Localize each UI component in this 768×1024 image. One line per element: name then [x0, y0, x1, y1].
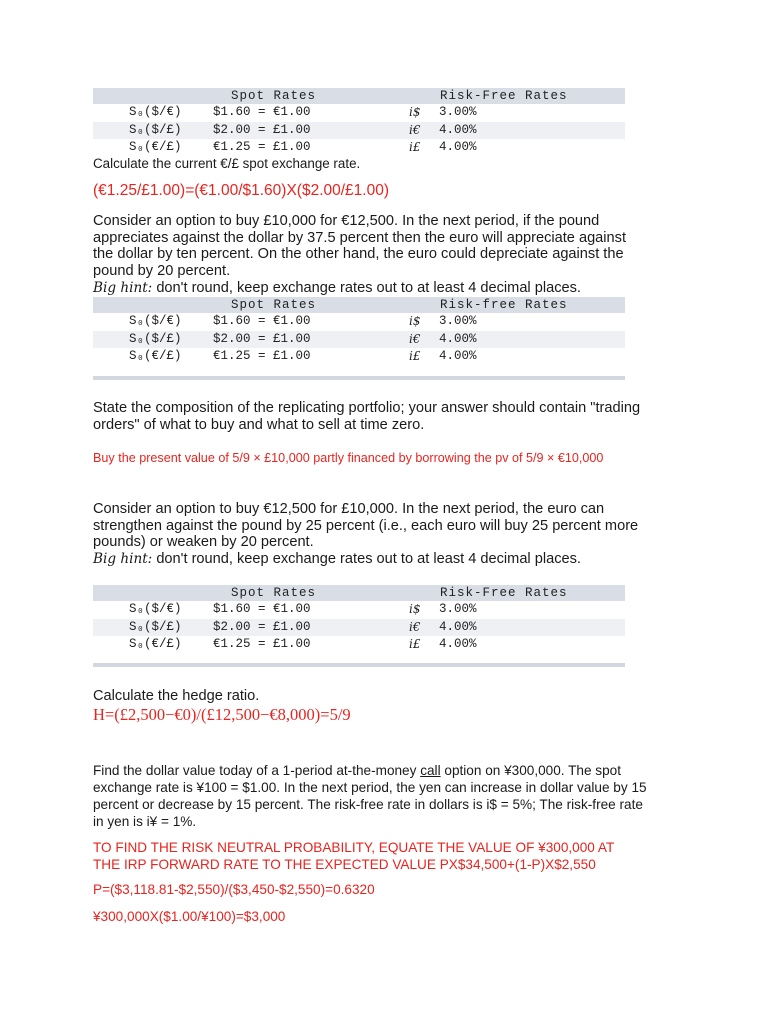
- header-spot-rates: Spot Rates: [231, 298, 317, 312]
- row-label: S₀(€/£): [129, 637, 182, 651]
- hint-label: Big hint:: [93, 279, 153, 296]
- rate-value: 4.00%: [439, 140, 477, 154]
- q4-line: pounds) or weaken by 20 percent.: [93, 534, 314, 551]
- rate-value: 3.00%: [439, 314, 477, 328]
- table-row: [93, 348, 625, 366]
- q1-question: Calculate the current €/£ spot exchange rate.: [93, 156, 361, 171]
- rate-symbol: i$: [409, 602, 421, 616]
- rates-table-2: [93, 297, 625, 366]
- q4-line: Consider an option to buy €12,500 for £10,000. In the next period, the euro can: [93, 501, 605, 517]
- q6-dollar-value: ¥300,000X($1.00/¥100)=$3,000: [93, 909, 286, 924]
- table-header: [93, 297, 625, 313]
- row-label: S₀($/£): [129, 619, 182, 634]
- q5-question: Calculate the hedge ratio.: [93, 688, 260, 704]
- row-label: S₀(€/£): [129, 140, 182, 154]
- header-spot-rates: Spot Rates: [231, 586, 317, 600]
- row-label: S₀($/£): [129, 122, 182, 137]
- q3-line: orders" of what to buy and what to sell at time zero.: [93, 416, 425, 433]
- q3-answer: Buy the present value of 5/9 × £10,000 partly financed by borrowing the pv of 5/9 × €10,000: [93, 451, 604, 465]
- rate-value: 4.00%: [439, 349, 477, 363]
- table-row: [93, 636, 625, 654]
- row-value: $1.60 = €1.00: [213, 602, 311, 616]
- rates-table-1: [93, 88, 625, 157]
- header-risk-free-rates: Risk-free Rates: [440, 298, 568, 312]
- q4-hint: [93, 551, 683, 568]
- q2-line: Consider an option to buy £10,000 for €12,500. In the next period, if the pound: [93, 213, 600, 229]
- row-value: $1.60 = €1.00: [213, 314, 311, 328]
- rate-symbol: i£: [409, 349, 421, 363]
- q2-paragraph: [93, 213, 683, 297]
- q6-answer-line: THE IRP FORWARD RATE TO THE EXPECTED VALUE PX$34,500+(1-P)X$2,550: [93, 857, 596, 872]
- row-label: S₀($/€): [129, 602, 182, 616]
- q2-line: the dollar by ten percent. On the other hand, the euro could depreciate against the: [93, 246, 624, 263]
- q6-line1-end: option on ¥300,000. The spot: [440, 763, 621, 778]
- rate-symbol: i€: [409, 122, 421, 137]
- q3-paragraph: [93, 400, 683, 433]
- row-value: $2.00 = £1.00: [213, 619, 311, 634]
- table-row: [93, 619, 625, 637]
- rate-value: 4.00%: [439, 122, 477, 137]
- row-label: S₀($/€): [129, 314, 182, 328]
- table-row: [93, 313, 625, 331]
- row-value: €1.25 = £1.00: [213, 140, 311, 154]
- q6-line: [93, 762, 683, 779]
- table-divider: [93, 376, 625, 380]
- rate-symbol: i$: [409, 105, 421, 119]
- rate-symbol: i€: [409, 619, 421, 634]
- row-value: $2.00 = £1.00: [213, 122, 311, 137]
- q6-probability: P=($3,118.81-$2,550)/($3,450-$2,550)=0.6320: [93, 882, 375, 897]
- rates-table-3: [93, 585, 625, 654]
- row-label: S₀($/£): [129, 331, 182, 346]
- rate-value: 4.00%: [439, 637, 477, 651]
- header-spot-rates: Spot Rates: [231, 89, 317, 103]
- rate-value: 4.00%: [439, 619, 477, 634]
- rate-value: 3.00%: [439, 602, 477, 616]
- q3-line: State the composition of the replicating portfolio; your answer should contain "trading: [93, 400, 641, 416]
- table-row: [93, 122, 625, 140]
- rate-symbol: i£: [409, 637, 421, 651]
- table-row: [93, 601, 625, 619]
- table-header: [93, 585, 625, 601]
- table-divider: [93, 663, 625, 667]
- q6-line: exchange rate is ¥100 = $1.00. In the next period, the yen can increase in dollar value by 15: [93, 780, 647, 795]
- row-label: S₀(€/£): [129, 349, 182, 363]
- header-risk-free-rates: Risk-Free Rates: [440, 89, 568, 103]
- row-value: €1.25 = £1.00: [213, 637, 311, 651]
- hint-text: don't round, keep exchange rates out to at least 4 decimal places.: [152, 279, 581, 296]
- row-label: S₀($/€): [129, 105, 182, 119]
- q4-line: strengthen against the pound by 25 percent (i.e., each euro will buy 25 percent more: [93, 517, 639, 534]
- call-link[interactable]: call: [420, 763, 441, 778]
- q6-line: in yen is i¥ = 1%.: [93, 814, 197, 829]
- table-row: [93, 104, 625, 122]
- q4-paragraph: [93, 501, 683, 568]
- q6-answer-block: [93, 839, 683, 873]
- hint-text: don't round, keep exchange rates out to at least 4 decimal places.: [152, 551, 581, 568]
- q1-answer: (€1.25/£1.00)=(€1.00/$1.60)X($2.00/£1.00): [93, 182, 390, 199]
- q2-line: pound by 20 percent.: [93, 263, 231, 280]
- rate-symbol: i£: [409, 140, 421, 154]
- row-value: $2.00 = £1.00: [213, 331, 311, 346]
- q6-answer-line: TO FIND THE RISK NEUTRAL PROBABILITY, EQUATE THE VALUE OF ¥300,000 AT: [93, 840, 615, 855]
- q2-hint: [93, 280, 683, 297]
- table-row: [93, 331, 625, 349]
- rate-value: 4.00%: [439, 331, 477, 346]
- q6-paragraph: [93, 762, 683, 830]
- q2-line: appreciates against the dollar by 37.5 percent then the euro will appreciate against: [93, 229, 627, 246]
- rate-symbol: i€: [409, 331, 421, 346]
- row-value: $1.60 = €1.00: [213, 105, 311, 119]
- rate-symbol: i$: [409, 314, 421, 328]
- header-risk-free-rates: Risk-Free Rates: [440, 586, 568, 600]
- row-value: €1.25 = £1.00: [213, 349, 311, 363]
- q5-answer: H=(£2,500−€0)/(£12,500−€8,000)=5/9: [93, 705, 351, 724]
- table-row: [93, 139, 625, 157]
- q6-line: percent or decrease by 15 percent. The risk-free rate in dollars is i$ = 5%; The risk-free rate: [93, 797, 643, 812]
- rate-value: 3.00%: [439, 105, 477, 119]
- q6-line1-start: Find the dollar value today of a 1-period at-the-money: [93, 763, 421, 778]
- table-header: [93, 88, 625, 104]
- hint-label: Big hint:: [93, 551, 153, 568]
